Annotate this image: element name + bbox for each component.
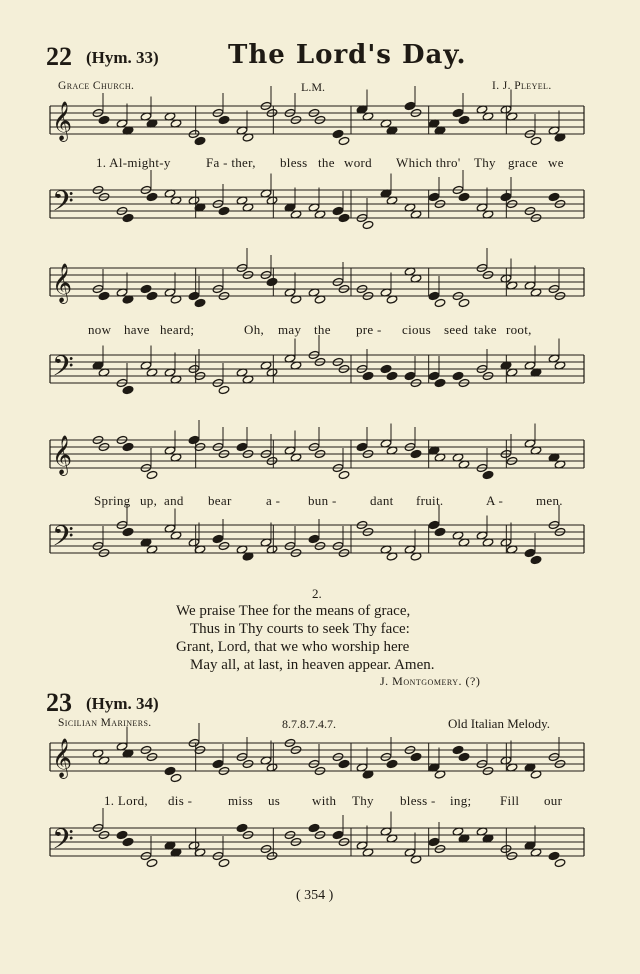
music-staff-bass [48, 818, 588, 888]
lyric-word: heard; [160, 322, 195, 337]
music-staff-treble [48, 258, 588, 328]
lyric-word: now [88, 322, 112, 337]
lyric-word: grace [508, 155, 538, 170]
lyric-word: dis - [168, 793, 193, 808]
lyric-word: root, [506, 322, 532, 337]
lyric-word: men. [536, 493, 563, 508]
music-staff-bass [48, 180, 588, 250]
lyric-word: 1. Al-might-y [96, 155, 171, 170]
svg-text:𝄢: 𝄢 [52, 185, 74, 225]
lyric-word: Fa - ther, [206, 155, 256, 170]
lyric-word: the [314, 322, 331, 337]
lyric-word: dant [370, 493, 394, 508]
verse-text [176, 602, 435, 674]
music-staff-treble [48, 430, 588, 500]
svg-text:𝄞: 𝄞 [52, 101, 73, 141]
lyric-word: bear [208, 493, 232, 508]
verse-line: Thus in Thy courts to seek Thy face: [190, 621, 410, 637]
hymn-number: 23 [46, 688, 72, 717]
lyric-word: have [124, 322, 150, 337]
svg-text:𝄞: 𝄞 [52, 435, 73, 475]
hymn-reference: (Hym. 33) [86, 48, 159, 67]
lyric-word: a - [266, 493, 281, 508]
lyric-word: bun - [308, 493, 337, 508]
verse-line: May all, at last, in heaven appear. Amen. [190, 657, 435, 673]
meter: L.M. [301, 80, 325, 94]
svg-text:𝄢: 𝄢 [52, 823, 74, 863]
lyric-word: we [548, 155, 564, 170]
lyric-word: Thy [474, 155, 496, 170]
lyric-word: our [544, 793, 563, 808]
lyric-word: 1. Lord, [104, 793, 148, 808]
hymn-title: The Lord's Day. [228, 40, 467, 70]
lyric-word: Spring [94, 493, 131, 508]
lyric-word: Fill [500, 793, 520, 808]
lyric-word: bless [280, 155, 308, 170]
tune-name: Grace Church. [58, 80, 135, 92]
lyric-word: take [474, 322, 497, 337]
author: J. Montgomery. (?) [380, 674, 481, 688]
lyric-word: ing; [450, 793, 472, 808]
svg-text:𝄢: 𝄢 [52, 350, 74, 390]
lyric-word: pre - [356, 322, 382, 337]
lyric-word: word [344, 155, 372, 170]
lyric-word: seed [444, 322, 469, 337]
composer: I. J. Pleyel. [492, 80, 552, 92]
meter: 8.7.8.7.4.7. [282, 717, 336, 731]
lyric-word: fruit. [416, 493, 444, 508]
hymn-number: 22 [46, 42, 72, 71]
hymn-reference: (Hym. 34) [86, 694, 159, 713]
lyric-word: and [164, 493, 184, 508]
lyric-word: Thy [352, 793, 374, 808]
verse-line: Grant, Lord, that we who worship here [176, 639, 410, 655]
lyric-word: bless - [400, 793, 436, 808]
composer: Old Italian Melody. [448, 716, 551, 731]
lyric-word: the [318, 155, 335, 170]
page-number: ( 354 ) [296, 888, 334, 903]
lyric-word: A - [486, 493, 504, 508]
lyric-word: Which thro' [396, 155, 461, 170]
svg-text:𝄞: 𝄞 [52, 738, 73, 778]
lyric-word: up, [140, 493, 158, 508]
svg-text:𝄞: 𝄞 [52, 263, 73, 303]
lyric-word: miss [228, 793, 254, 808]
lyric-word: Oh, [244, 322, 265, 337]
lyric-word: may [278, 322, 302, 337]
verse-line: We praise Thee for the means of grace, [176, 603, 411, 619]
verse-number: 2. [312, 586, 322, 601]
svg-text:𝄢: 𝄢 [52, 520, 74, 560]
lyric-word: us [268, 793, 281, 808]
music-staff-bass [48, 515, 588, 585]
lyric-word: with [312, 793, 337, 808]
music-staff-bass [48, 345, 588, 415]
lyric-word: cious [402, 322, 431, 337]
tune-name: Sicilian Mariners. [58, 717, 152, 729]
